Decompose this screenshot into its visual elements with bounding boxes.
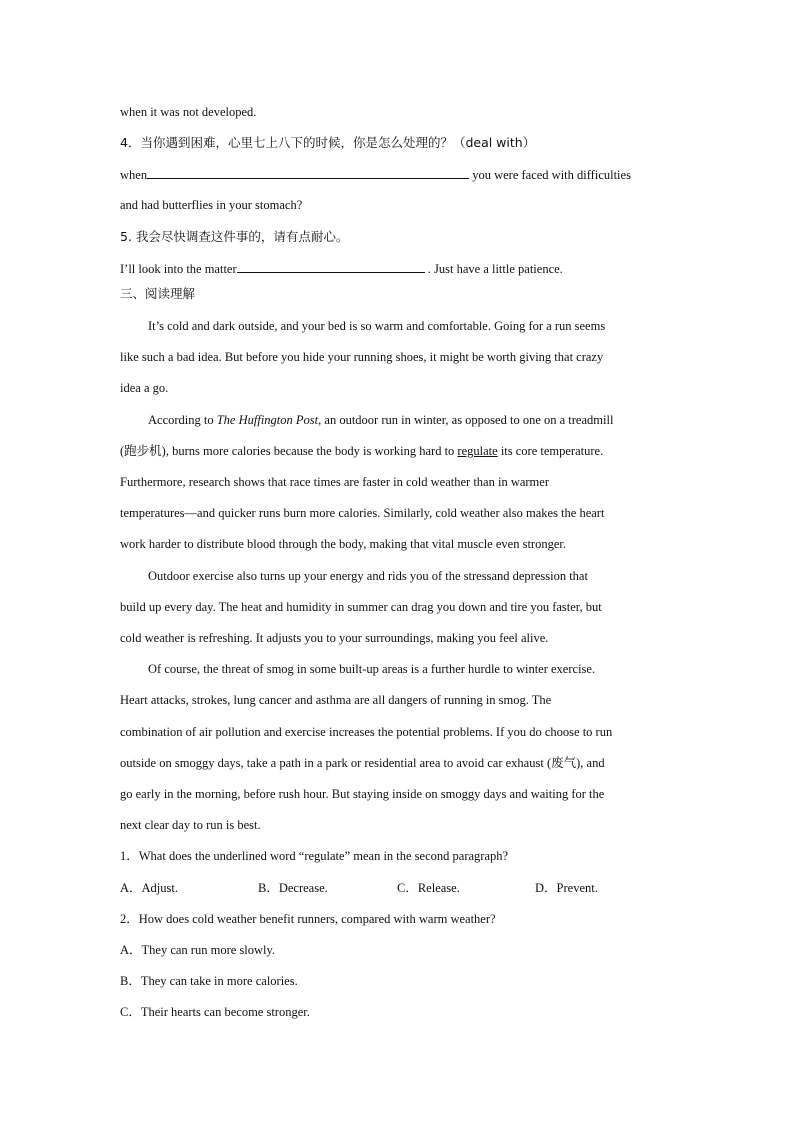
passage-p3-line-1: Outdoor exercise also turns up your energy and rids you of the stressand depression that: [148, 569, 588, 583]
passage-p2-text: , an outdoor run in winter, as opposed to one on a treadmill: [318, 413, 614, 427]
passage-p4-line-3: combination of air pollution and exercise increases the potential problems. If you do choose to run: [120, 725, 613, 739]
question-5-after-blank: . Just have a little patience.: [427, 262, 563, 276]
question-1-option-c[interactable]: C．Release.: [397, 881, 460, 895]
passage-p2-line-5: work harder to distribute blood through the body, making that vital muscle even stronger.: [120, 537, 566, 551]
question-4-after-blank: you were faced with difficulties: [472, 168, 631, 182]
passage-p2-line-4: temperatures—and quicker runs burn more calories. Similarly, cold weather also makes the heart: [120, 506, 605, 520]
question-1-stem: 1．What does the underlined word “regulate” mean in the second paragraph?: [120, 849, 509, 863]
passage-p2-line-3: Furthermore, research shows that race times are faster in cold weather than in warmer: [120, 475, 549, 489]
question-5-prompt: 5. 我会尽快调查这件事的，请有点耐心。: [120, 229, 349, 244]
passage-p3-line-3: cold weather is refreshing. It adjusts you to your surroundings, making you feel alive.: [120, 631, 549, 645]
passage-p2-text: According to: [148, 413, 217, 427]
question-5-before-blank: I’ll look into the matter: [120, 262, 237, 276]
passage-p2-text: its core temperature.: [497, 444, 604, 458]
passage-p1-line-2: like such a bad idea. But before you hide your running shoes, it might be worth giving that crazy: [120, 350, 604, 364]
passage-p4-line-4: outside on smoggy days, take a path in a park or residential area to avoid car exhaust (废气), and: [120, 756, 605, 770]
question-5-answer-line: [120, 260, 675, 277]
passage-p1-line-1: It’s cold and dark outside, and your bed is so warm and comfortable. Going for a run seems: [148, 319, 606, 333]
underlined-word: regulate: [457, 444, 498, 458]
question-1-option-b[interactable]: B．Decrease.: [258, 881, 328, 895]
question-1-option-a[interactable]: A．Adjust.: [120, 881, 178, 895]
question-2-option-a[interactable]: A．They can run more slowly.: [120, 943, 276, 957]
question-4-prompt: 4．当你遇到困难，心里七上八下的时候，你是怎么处理的？（deal with）: [120, 135, 536, 150]
question-2-option-c[interactable]: C．Their hearts can become stronger.: [120, 1005, 310, 1019]
question-4-before-blank: when: [120, 168, 148, 182]
question-2-option-b[interactable]: B．They can take in more calories.: [120, 974, 298, 988]
question-1-option-d[interactable]: D．Prevent.: [535, 881, 598, 895]
passage-p4-line-1: Of course, the threat of smog in some built-up areas is a further hurdle to winter exercise.: [148, 662, 596, 676]
passage-p2-line-1: [148, 412, 675, 428]
question-4-blank[interactable]: [147, 166, 469, 179]
source-title: The Huffington Post: [216, 413, 319, 427]
question-4-answer-line: [120, 166, 675, 183]
passage-p4-line-5: go early in the morning, before rush hour. But staying inside on smoggy days and waiting for the: [120, 787, 605, 801]
passage-p2-line-2: [120, 443, 675, 459]
passage-p2-text: (跑步机), burns more calories because the body is working hard to: [120, 444, 458, 458]
question-4-line-2: and had butterflies in your stomach?: [120, 198, 303, 212]
passage-p1-line-3: idea a go.: [120, 381, 169, 395]
passage-p4-line-2: Heart attacks, strokes, lung cancer and asthma are all dangers of running in smog. The: [120, 693, 552, 707]
previous-answer-line: when it was not developed.: [120, 105, 257, 119]
passage-p4-line-6: next clear day to run is best.: [120, 818, 261, 832]
question-2-stem: 2．How does cold weather benefit runners, compared with warm weather?: [120, 912, 496, 926]
section-title: 三、阅读理解: [120, 286, 196, 301]
question-5-blank[interactable]: [237, 260, 425, 273]
passage-p3-line-2: build up every day. The heat and humidity in summer can drag you down and tire you faster, but: [120, 600, 602, 614]
